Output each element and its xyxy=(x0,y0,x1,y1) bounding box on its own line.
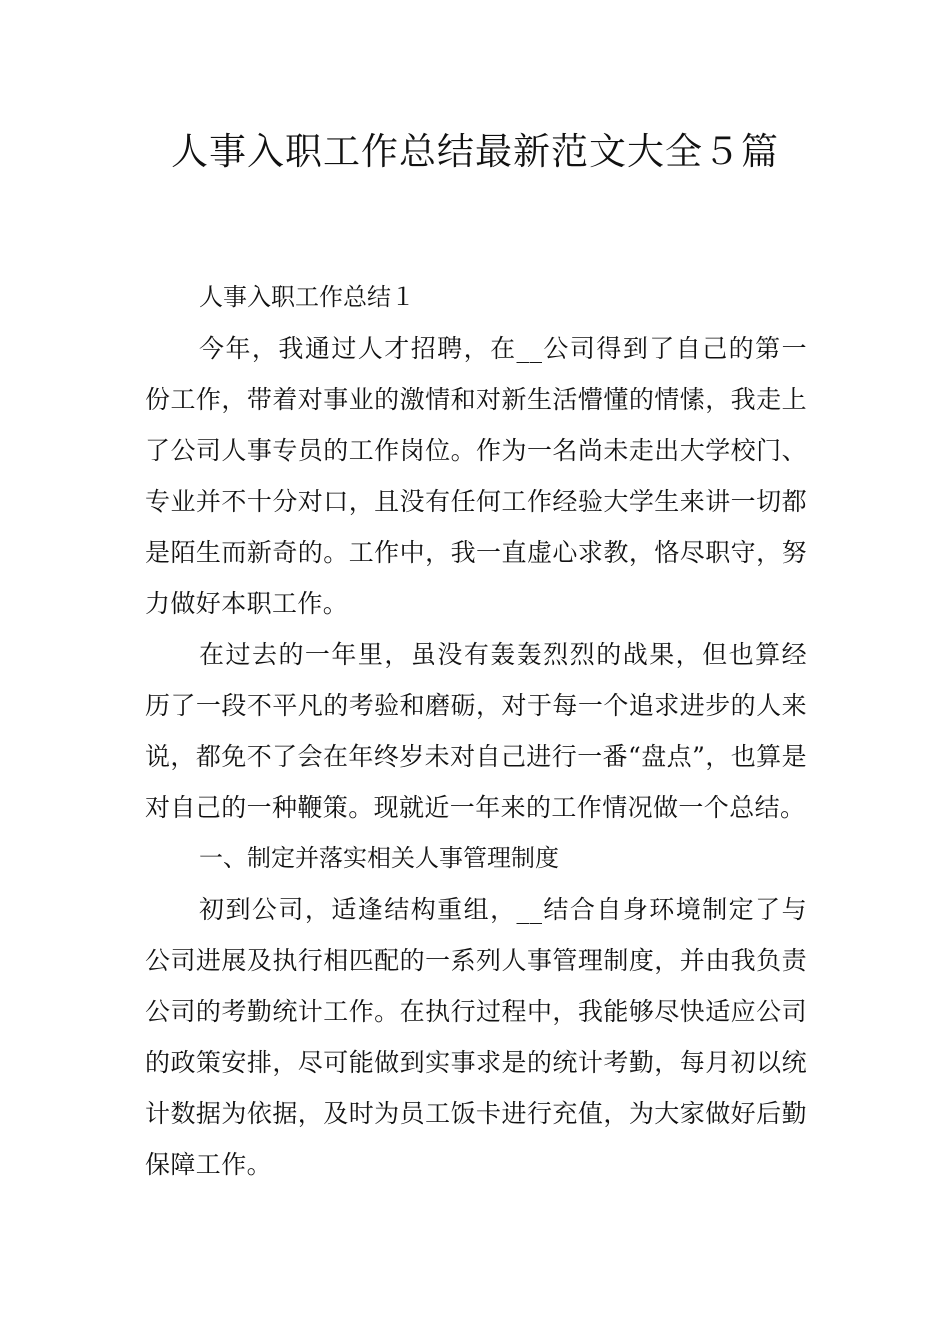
section-heading: 人事入职工作总结１ xyxy=(199,283,415,311)
document-body xyxy=(145,272,807,1190)
paragraph: 初到公司，适逢结构重组，__结合自身环境制定了与公司进展及执行相匹配的一系列人事管理制度，并由我负责公司的考勤统计工作。在执行过程中，我能够尽快适应公司的政策安排，尽可能做到实事求是的统计考勤，每月初以统计数据为依据，及时为员工饭卡进行充值，为大家做好后勤保障工作。 xyxy=(145,895,807,1179)
paragraph: 今年，我通过人才招聘，在__公司得到了自己的第一份工作，带着对事业的激情和对新生活懵懂的情愫，我走上了公司人事专员的工作岗位。作为一名尚未走出大学校门、专业并不十分对口，且没有任何工作经验大学生来讲一切都是陌生而新奇的。工作中，我一直虚心求教，恪尽职守，努力做好本职工作。 xyxy=(145,334,807,618)
document-title: 人事入职工作总结最新范文大全５篇 xyxy=(171,130,779,173)
paragraph: 在过去的一年里，虽没有轰轰烈烈的战果，但也算经历了一段不平凡的考验和磨砺，对于每一个追求进步的人来说，都免不了会在年终岁未对自己进行一番“盘点”，也算是对自己的一种鞭策。现就近一年来的工作情况做一个总结。 xyxy=(145,640,807,822)
subheading: 一、制定并落实相关人事管理制度 xyxy=(199,844,559,872)
